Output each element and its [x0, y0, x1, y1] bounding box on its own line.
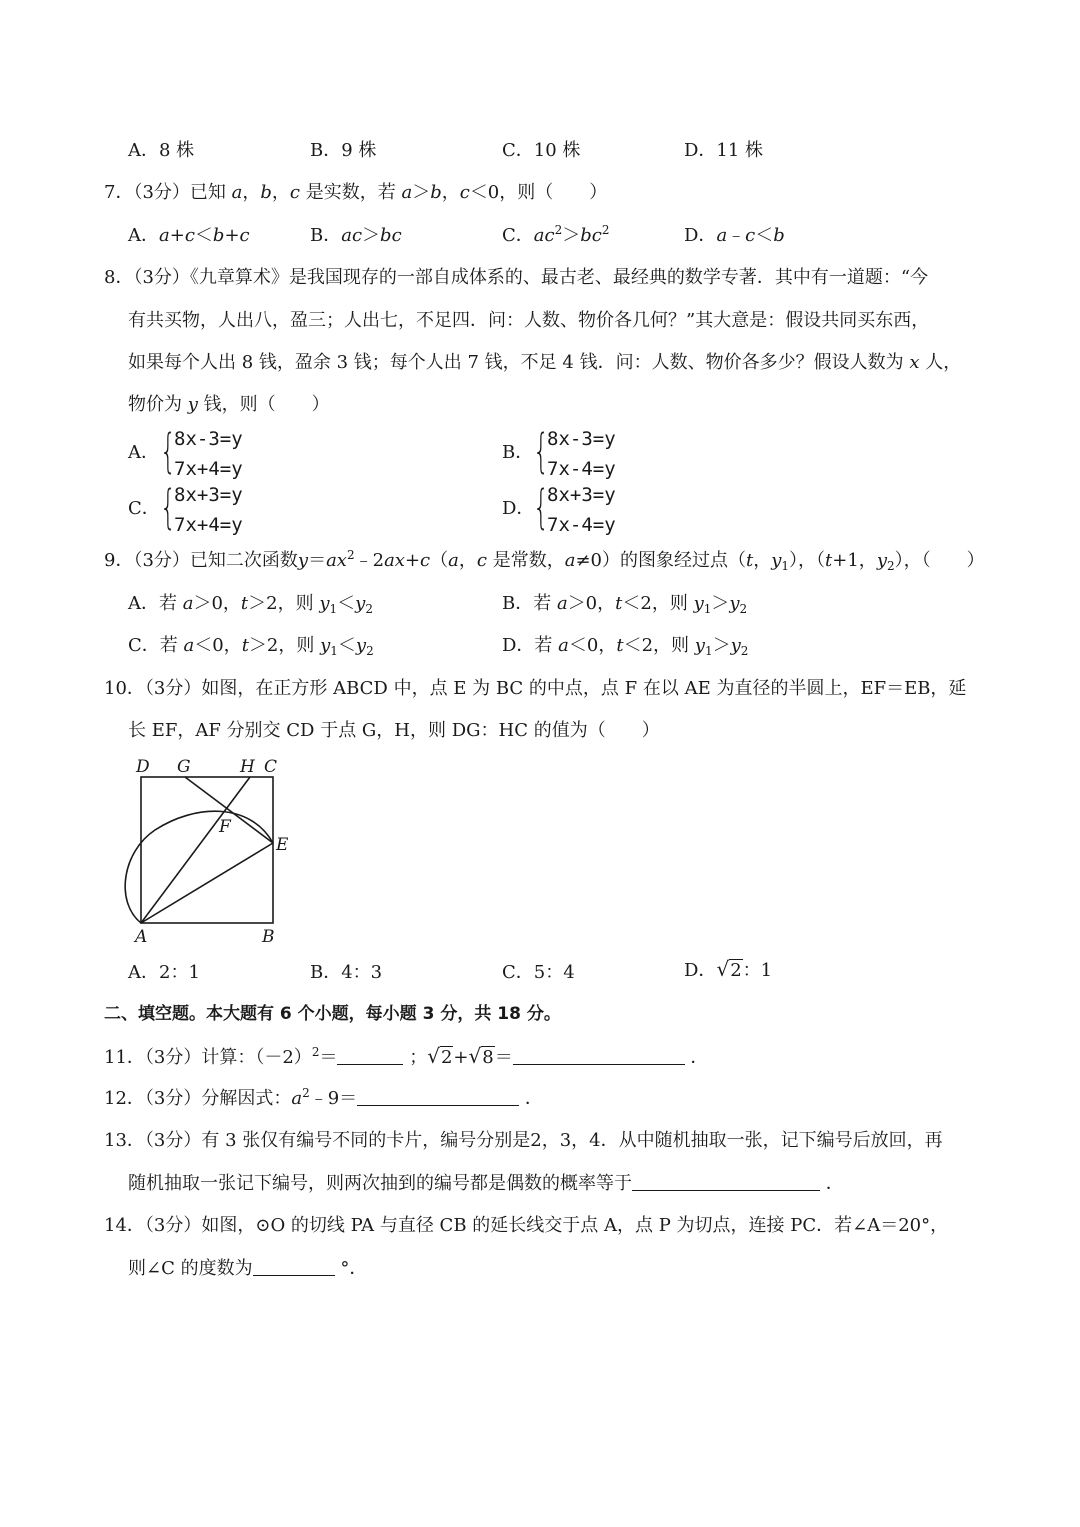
q8-option-d-label: D．: [502, 498, 535, 519]
q8-option-c-system: [160, 482, 280, 538]
q8-option-b-system: [533, 426, 653, 482]
brace-icon: {: [533, 424, 550, 478]
q8-option-a-label: A．: [128, 442, 159, 463]
q14-line1: 14．（3分）如图，⊙O 的切线 PA 与直径 CB 的延长线交于点 A，点 P 为切点，连接 PC．若∠A＝20°，: [104, 1215, 949, 1236]
q10-stem-line2: 长 EF，AF 分别交 CD 于点 G，H，则 DG：HC 的值为（ ）: [128, 720, 660, 741]
square-abcd: [141, 777, 273, 923]
equation: 7x-4=y: [547, 458, 616, 480]
label-h: H: [240, 757, 255, 777]
equation: 8x+3=y: [547, 484, 616, 506]
q8-option-b-label: B．: [502, 442, 534, 463]
equation: 7x+4=y: [174, 458, 243, 480]
answer-blank[interactable]: [337, 1046, 403, 1065]
q10-geometry-figure: [110, 752, 310, 952]
answer-blank[interactable]: [253, 1257, 335, 1276]
q7-option-b: B．ac＞bc: [310, 225, 402, 246]
q6-option-c: C．10 株: [502, 140, 581, 161]
q8-stem-line2: 有共买物，人出八，盈三；人出七，不足四．问：人数、物价各几何？”其大意是：假设共同买东西，: [128, 310, 930, 331]
equation: 7x+4=y: [174, 514, 243, 536]
q8-stem-line3: 如果每个人出 8 钱，盈余 3 钱；每个人出 7 钱，不足 4 钱．问：人数、物价各多少？假设人数为 x 人，: [128, 352, 962, 373]
equation: 8x-3=y: [547, 428, 616, 450]
brace-icon: {: [160, 480, 177, 534]
label-g: G: [177, 757, 191, 777]
label-b: B: [262, 927, 275, 947]
q10-option-a: A．2：1: [128, 962, 200, 983]
label-f: F: [219, 817, 231, 837]
q9-stem: 9．（3分）已知二次函数$y=ax^2﹣2ax+c(a$，c 是常数，a≠0）的图象经过点（t，$y_1$），（t+1，$y_2$），（ ）: [104, 548, 985, 573]
q7-option-c: C．$ac^2>bc^2$: [502, 223, 610, 246]
q11: 11．（3分）计算：$(-2)^2=$ ；√2+√8＝ ．: [104, 1044, 709, 1068]
q7-option-a: A．a+c＜b+c: [128, 225, 250, 246]
q14-line2: 则∠C 的度数为 °．: [128, 1258, 368, 1279]
sqrt-symbol: √2: [716, 957, 742, 981]
q8-stem-line1: 8．（3分）《九章算术》是我国现存的一部自成体系的、最古老、最经典的数学专著．其中有一道题：“今: [104, 267, 929, 288]
q10-option-d: D．√2：1: [684, 957, 773, 981]
q7-option-d: D．a﹣c＜b: [684, 225, 785, 246]
brace-icon: {: [160, 424, 177, 478]
q6-option-a: A．8 株: [128, 140, 195, 161]
semicircle-ae: [125, 811, 273, 923]
segment-ae: [141, 843, 273, 923]
label-e: E: [276, 835, 289, 855]
equation: 8x-3=y: [174, 428, 243, 450]
q10-option-b: B．4：3: [310, 962, 383, 983]
q10-option-c: C．5：4: [502, 962, 575, 983]
label-d: D: [136, 757, 150, 777]
q8-option-c-label: C．: [128, 498, 160, 519]
q7-stem: 7．（3分）已知 a，b，c 是实数，若 a＞b，c＜0，则（ ）: [104, 182, 608, 203]
q8-option-d-system: [533, 482, 653, 538]
label-a: A: [135, 927, 148, 947]
q9-option-a: A．若 a＞0，t＞2，则 $y_1<y_2$: [128, 593, 373, 616]
q9-option-d: D．若 a＜0，t＜2，则 $y_1>y_2$: [502, 635, 749, 658]
q13-line2: 随机抽取一张记下编号，则两次抽到的编号都是偶数的概率等于 ．: [128, 1173, 844, 1194]
q10-stem-line1: 10．（3分）如图，在正方形 ABCD 中，点 E 为 BC 的中点，点 F 在以 AE 为直径的半圆上，EF＝EB，延: [104, 678, 967, 699]
equation: 7x-4=y: [547, 514, 616, 536]
q13-line1: 13．（3分）有 3 张仅有编号不同的卡片，编号分别是2，3，4．从中随机抽取一张，记下编号后放回，再: [104, 1130, 943, 1151]
sqrt-symbol: √8: [468, 1044, 494, 1068]
q6-option-d: D．11 株: [684, 140, 764, 161]
q12: 12．（3分）分解因式：$a^2﹣9=$ ．: [104, 1086, 543, 1109]
brace-icon: {: [533, 480, 550, 534]
section-heading-fill-in: 二、填空题。本大题有 6 个小题，每小题 3 分，共 18 分。: [104, 1004, 561, 1024]
sqrt-symbol: √2: [427, 1044, 453, 1068]
equation: 8x+3=y: [174, 484, 243, 506]
q9-option-b: B．若 a＞0，t＜2，则 $y_1>y_2$: [502, 593, 748, 616]
answer-blank[interactable]: [357, 1087, 519, 1106]
answer-blank[interactable]: [632, 1172, 820, 1191]
q6-option-b: B．9 株: [310, 140, 377, 161]
q9-option-c: C．若 a＜0，t＞2，则 $y_1<y_2$: [128, 635, 374, 658]
segment-ah: [141, 777, 250, 923]
label-c: C: [264, 757, 278, 777]
answer-blank[interactable]: [513, 1046, 685, 1065]
q8-stem-line4: 物价为 y 钱，则（ ）: [128, 394, 330, 415]
q8-option-a-system: [160, 426, 280, 482]
